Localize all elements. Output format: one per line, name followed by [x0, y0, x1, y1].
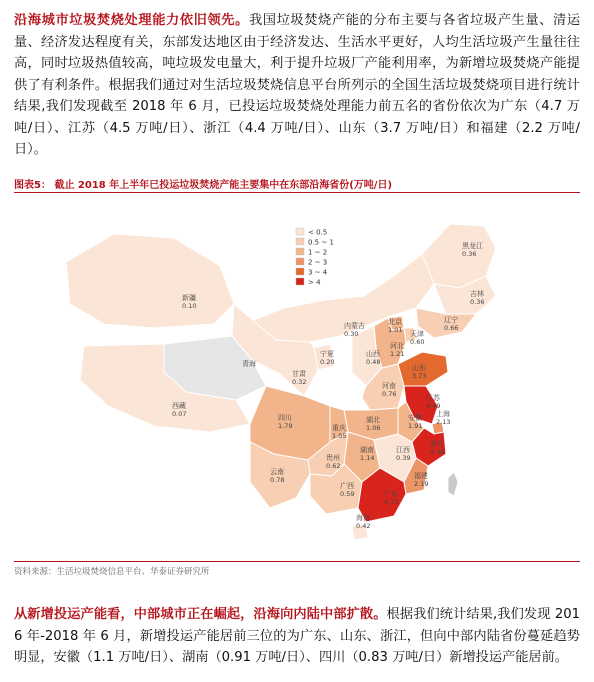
province-value-label: 0.32 [292, 378, 307, 386]
legend-label: 1 ~ 2 [308, 248, 328, 257]
province-name-label: 山西 [366, 350, 380, 358]
province-shapes [66, 224, 496, 540]
legend-swatch [296, 268, 304, 275]
province-value-label: 0.36 [462, 250, 477, 258]
province-value-label: 0.42 [356, 522, 371, 530]
province-name-label: 山东 [412, 364, 426, 372]
legend-swatch [296, 238, 304, 245]
province-name-label: 上海 [436, 410, 450, 418]
province-value-label: 1.01 [388, 326, 403, 334]
province-value-label: 1.05 [332, 432, 347, 440]
province-value-label: 2.13 [436, 418, 451, 426]
province-name-label: 广西 [340, 482, 354, 490]
province-name-label: 天津 [410, 330, 424, 338]
legend-label: > 4 [308, 278, 321, 287]
figure-bottom-rule [14, 561, 580, 562]
province-name-label: 甘肃 [292, 370, 306, 378]
intro-lead: 沿海城市垃圾焚烧处理能力依旧领先。 [14, 13, 249, 28]
province-name-label: 贵州 [326, 454, 340, 462]
second-lead: 从新增投运产能看，中部城市正在崛起，沿海向内陆中部扩散。 [14, 607, 387, 622]
province-name-label: 河南 [382, 382, 396, 390]
province-value-label: 1.14 [360, 454, 375, 462]
china-choropleth-map [14, 196, 580, 558]
province-value-label: 1.91 [408, 422, 423, 430]
province-name-label: 青海 [242, 360, 256, 368]
province-name-label: 新疆 [182, 294, 196, 302]
taiwan-island [448, 472, 458, 496]
province-name-label: 四川 [278, 414, 292, 422]
province-value-label: 3.73 [412, 372, 427, 380]
province-name-label: 宁夏 [320, 350, 334, 358]
legend-label: < 0.5 [308, 228, 328, 237]
province-value-label: 1.79 [278, 422, 293, 430]
province-name-label: 西藏 [172, 402, 186, 410]
legend-swatch [296, 248, 304, 255]
province-name-label: 福建 [414, 472, 428, 480]
province-name-label: 湖南 [360, 446, 374, 454]
legend-label: 3 ~ 4 [308, 268, 328, 277]
province-value-label: 0.10 [182, 302, 197, 310]
province-value-label: 0.30 [344, 330, 359, 338]
province-name-label: 北京 [388, 318, 402, 326]
province-name-label: 湖北 [366, 416, 380, 424]
province-name-label: 河北 [390, 342, 404, 350]
province-value-label: 0.07 [172, 410, 187, 418]
province-name-label: 重庆 [332, 424, 346, 432]
province-value-label: 0.62 [326, 462, 341, 470]
legend-swatch [296, 258, 304, 265]
province-name-label: 黑龙江 [462, 242, 483, 250]
province-value-label: 4.38 [430, 448, 445, 456]
province-name-label: 江苏 [426, 394, 440, 402]
province-value-label: 0.59 [340, 490, 355, 498]
province-name-label: 浙江 [430, 440, 444, 448]
figure-source: 资料来源：生活垃圾焚烧信息平台、华泰证券研究所 [14, 567, 210, 577]
province-value-label: 0.48 [366, 358, 381, 366]
intro-body: 我国垃圾焚烧产能的分布主要与各省垃圾产生量、清运量、经济发达程度有关，东部发达地区由于经济发达、生活水平更好，人均生活垃圾产生量往往高，同时垃圾热值较高，吨垃圾发电量大，利于提升垃圾厂产能利用率，为新增垃圾焚烧产能提供了有利条件。根据我们通过对生活垃圾焚烧信息平台所列示的全国生活垃圾焚烧项目进行统计结果,我们发现截至 2018 年 6 月，已投运垃圾焚烧处理能力前五名的省份依次为广东（4.7 万吨/日）、江苏（4.5 万吨/日）、浙江（4.4 万吨/日）、山东（3.7 万吨/日）和福建（2.2 万吨/日）。 [14, 13, 581, 157]
province-value-label: 0.60 [410, 338, 425, 346]
province-name-label: 内蒙古 [344, 322, 365, 330]
province-name-label: 海南 [356, 514, 370, 522]
province-value-label: 4.72 [384, 498, 399, 506]
legend-label: 2 ~ 3 [308, 258, 328, 267]
province-value-label: 0.20 [320, 358, 335, 366]
legend-swatch [296, 278, 304, 285]
province-name-label: 辽宁 [444, 316, 458, 324]
province-4 [66, 234, 234, 328]
province-name-label: 吉林 [470, 290, 484, 298]
legend-swatch [296, 228, 304, 235]
province-value-label: 0.78 [270, 476, 285, 484]
map-legend [296, 228, 334, 287]
legend-label: 0.5 ~ 1 [308, 238, 334, 247]
province-value-label: 2.19 [414, 480, 429, 488]
province-value-label: 1.06 [366, 424, 381, 432]
province-name-label: 安徽 [408, 414, 422, 422]
province-value-label: 0.66 [444, 324, 459, 332]
province-value-label: 4.49 [426, 402, 441, 410]
province-name-label: 江西 [396, 446, 410, 454]
province-value-label: 0.39 [396, 454, 411, 462]
intro-paragraph [14, 10, 580, 161]
province-value-label: 1.21 [390, 350, 405, 358]
province-value-label: 0.76 [382, 390, 397, 398]
figure-title: 图表5： 截止 2018 年上半年已投运垃圾焚烧产能主要集中在东部沿海省份(万吨/日) [14, 180, 393, 191]
province-name-label: 广东 [384, 490, 398, 498]
second-body: 根据我们统计结果,我们发现 2016 年-2018 年 6 月，新增投运产能居前三位的为广东、山东、浙江，但向中部内陆省份蔓延趋势明显，安徽（1.1 万吨/日）、湖南（0.91 万吨/日）、四川（0.83 万吨/日）新增投运产能居前。 [14, 607, 580, 665]
province-name-label: 云南 [270, 468, 284, 476]
second-paragraph [14, 604, 580, 669]
map-svg [14, 196, 580, 558]
figure-top-rule [14, 192, 580, 193]
province-value-label: 0.36 [470, 298, 485, 306]
